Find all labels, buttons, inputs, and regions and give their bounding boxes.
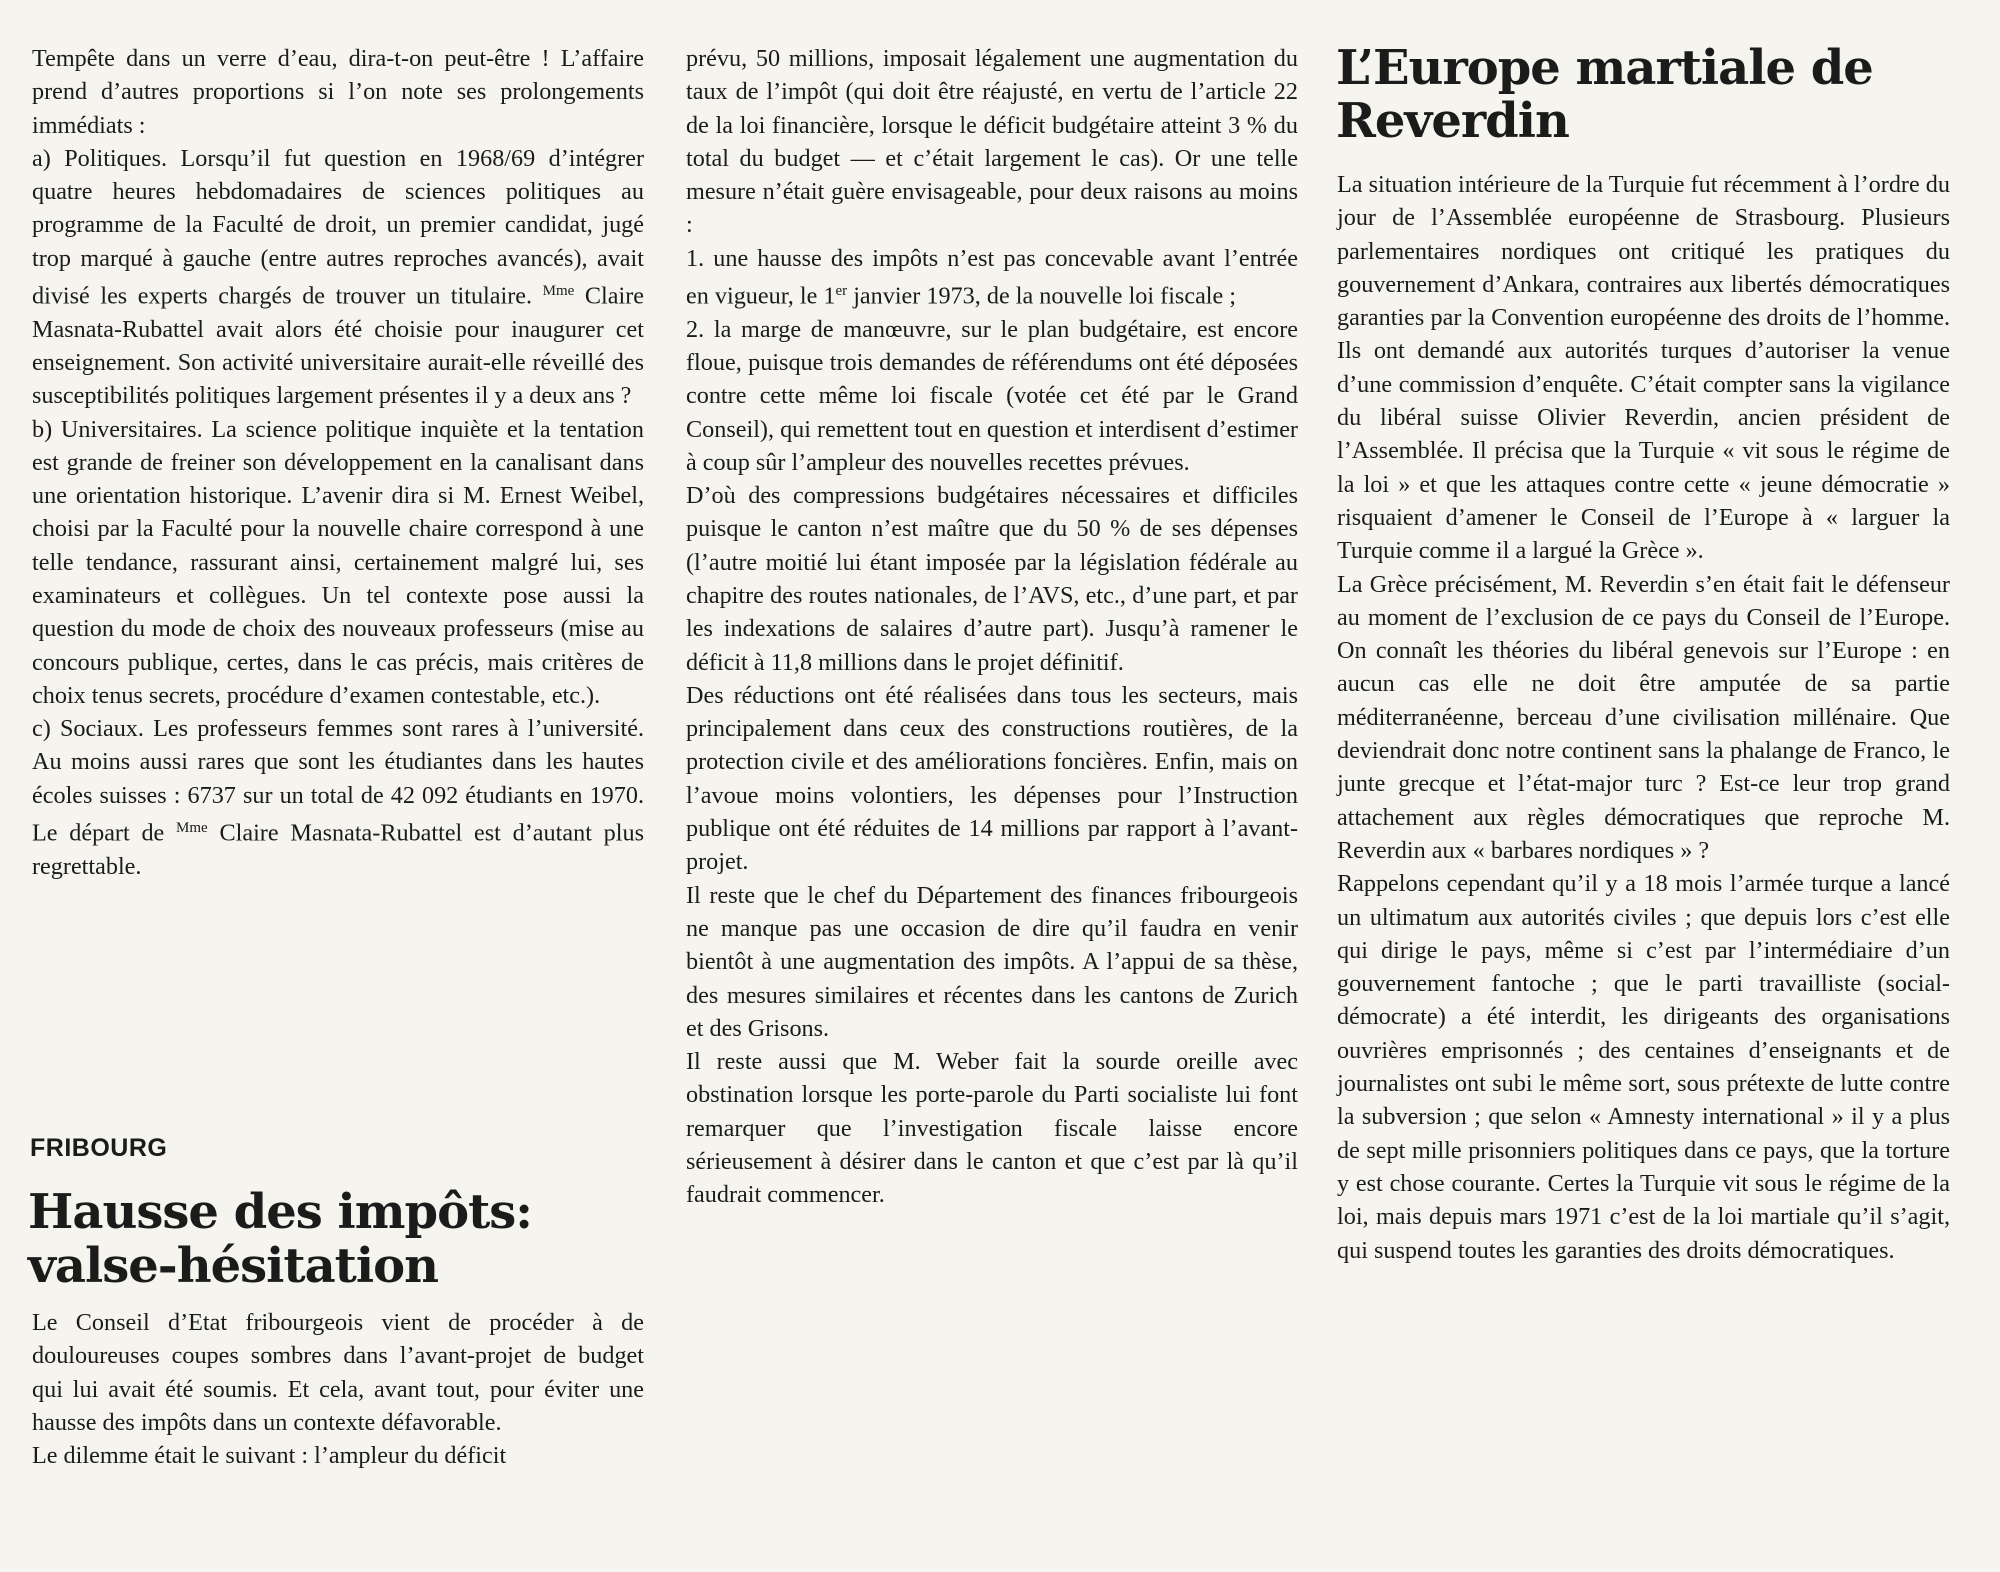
paragraph-a-tail: Claire Masnata-Rubattel avait alors été choisie pour inaugurer cet enseignement. Son activité universitaire aurait-elle réveillé des susceptibilités politiques largement présentes il y a deux ans ? xyxy=(32,282,645,410)
paragraph: Rappelons cependant qu’il y a 18 mois l’armée turque a lancé un ultimatum aux autorités civiles ; que depuis lors c’est elle qui dirige le pays, même si c’est par l’intermédiaire d’un gouvernement fantoche ; que le parti travailliste (social-démocrate) a été interdit, les dirigeants des organisations ouvrières emprisonnés ; des centaines d’enseignants et de journalistes ont subi le même sort, sous prétexte de lutte contre la subversion ; que selon « Amnesty international » il y a plus de sept mille prisonniers politiques dans ce pays, que la torture y est chose courante. Certes la Turquie vit sous le régime de la loi, mais depuis mars 1971 c’est de la loi martiale qu’il s’agit, qui suspend toutes les garanties des droits démocratiques. xyxy=(1337,870,1950,1264)
paragraph xyxy=(32,142,644,413)
ordinal-superscript: er xyxy=(835,283,848,300)
paragraph-c-text: c) Sociaux. Les professeurs femmes sont rares à l’université. Au moins aussi rares que sont les étudiantes dans les hautes écoles suisses : 6737 sur un total de 42 092 étudiants en 1970. Le départ de xyxy=(32,715,644,847)
column-3 xyxy=(1337,168,1950,1267)
paragraph: Des réductions ont été réalisées dans tous les secteurs, mais principalement dans ceux des constructions routières, de la protection civile et des améliorations foncières. Enfin, mais on l’avoue moins volontiers, les dépenses pour l’Instruction publique ont été réduites de 14 millions par rapport à l’avant-projet. xyxy=(686,681,1298,876)
paragraph: D’où des compressions budgétaires nécessaires et difficiles puisque le canton n’est maître que du 50 % de ses dépenses (l’autre moitié lui étant imposée par la législation fédérale au chapitre des routes nationales, de l’AVS, etc., d’une part, et par les indexations de salaires d’autre part). Jusqu’à ramener le déficit à 11,8 millions dans le projet définitif. xyxy=(686,482,1298,676)
paragraph: prévu, 50 millions, imposait légalement une augmentation du taux de l’impôt (qui doit être réajusté, en vertu de l’article 22 de la loi financière, lorsque le déficit budgétaire atteint 3 % du total du budget — et c’était largement le cas). Or une telle mesure n’était guère envisageable, pour deux raisons au moins : xyxy=(686,45,1298,239)
column-1-top xyxy=(32,42,644,883)
paragraph: Le Conseil d’Etat fribourgeois vient de procéder à de douloureuses coupes sombres dans l’avant-projet de budget qui lui avait été soumis. Et cela, avant tout, pour éviter une hausse des impôts dans un contexte défavorable. xyxy=(32,1309,644,1436)
list-item-text: 1. une hausse des impôts n’est pas concevable avant l’entrée en vigueur, le 1 xyxy=(686,244,1298,310)
paragraph-a-text: a) Politiques. Lorsqu’il fut question en 1968/69 d’intégrer quatre heures hebdomadaires de sciences politiques au programme de la Faculté de droit, un premier candidat, jugé trop marqué à gauche (entre autres reproches avancés), avait divisé les experts chargés de trouver un titulaire. xyxy=(32,144,644,310)
abbrev-mme: Mme xyxy=(542,283,575,300)
paragraph: Tempête dans un verre d’eau, dira-t-on peut-être ! L’affaire prend d’autres proportions si l’on note ses prolongements immédiats : xyxy=(32,45,644,139)
paragraph: Il reste que le chef du Département des finances fribourgeois ne manque pas une occasion de dire qu’il faudra en venir bientôt à une augmentation des impôts. A l’appui de sa thèse, des mesures similaires et récentes dans les cantons de Zurich et des Grisons. xyxy=(686,881,1298,1042)
headline-fribourg: Hausse des impôts: valse-hésitation xyxy=(28,1184,532,1294)
paragraph: La Grèce précisément, M. Reverdin s’en était fait le défenseur au moment de l’exclusion de ce pays du Conseil de l’Europe. On connaît les théories du libéral genevois sur l’Europe : en aucun cas elle ne doit être amputée de sa partie méditerranéenne, berceau d’une civilisation millénaire. Que deviendrait donc notre continent sans la phalange de Franco, le junte grecque et l’état-major turc ? Est-ce leur trop grand attachement aux règles démocratiques que reproche M. Reverdin aux « barbares nordiques » ? xyxy=(1337,570,1950,864)
list-item-tail: janvier 1973, de la nouvelle loi fiscale ; xyxy=(847,282,1237,310)
headline-reverdin: L’Europe martiale de Reverdin xyxy=(1336,40,1873,149)
paragraph: Il reste aussi que M. Weber fait la sourde oreille avec obstination lorsque les porte-parole du Parti socialiste lui font remarquer que l’investigation fiscale laisse encore sérieusement à désirer dans le canton et que c’est par là qu’il faudrait commencer. xyxy=(686,1048,1298,1209)
column-2 xyxy=(686,42,1298,1212)
list-item xyxy=(686,242,1298,313)
paragraph: b) Universitaires. La science politique inquiète et la tentation est grande de freiner son développement en la canalisant dans une orientation historique. L’avenir dira si M. Ernest Weibel, choisi par la Faculté pour la nouvelle chaire correspond à une telle tendance, rassurant ainsi, certainement malgré lui, ses examinateurs et collègues. Un tel contexte pose aussi la question du mode de choix des nouveaux professeurs (mise au concours publique, certes, dans le cas précis, mais critères de choix tenus secrets, procédure d’examen contestable, etc.). xyxy=(32,415,644,709)
paragraph: Le dilemme était le suivant : l’ampleur du déficit xyxy=(32,1442,507,1470)
paragraph xyxy=(32,712,644,883)
column-1-bottom xyxy=(32,1306,644,1472)
paragraph: La situation intérieure de la Turquie fut récemment à l’ordre du jour de l’Assemblée européenne de Strasbourg. Plusieurs parlementaires nordiques ont critiqué les pratiques du gouvernement d’Ankara, contraires aux libertés démocratiques garanties par la Convention européenne des droits de l’homme. Ils ont demandé aux autorités turques d’autoriser la venue d’une commission d’enquête. C’était compter sans la vigilance du libéral suisse Olivier Reverdin, ancien président de l’Assemblée. Il précisa que la Turquie « vit sous le régime de la loi » et que les attaques contre cette « jeune démocratie » risquaient d’amener le Conseil de l’Europe à « larguer la Turquie comme il a largué la Grèce ». xyxy=(1337,171,1950,565)
section-label: FRIBOURG xyxy=(30,1134,168,1162)
list-item: 2. la marge de manœuvre, sur le plan budgétaire, est encore floue, puisque trois demandes de référendums ont été déposées contre cette même loi fiscale (votée cet été par le Grand Conseil), qui remettent tout en question et interdisent d’estimer à coup sûr l’ampleur des nouvelles recettes prévues. xyxy=(686,315,1298,476)
paragraph-c-tail: Claire Masnata-Rubattel est d’autant plus regrettable. xyxy=(32,819,644,880)
abbrev-mme: Mme xyxy=(176,820,208,837)
